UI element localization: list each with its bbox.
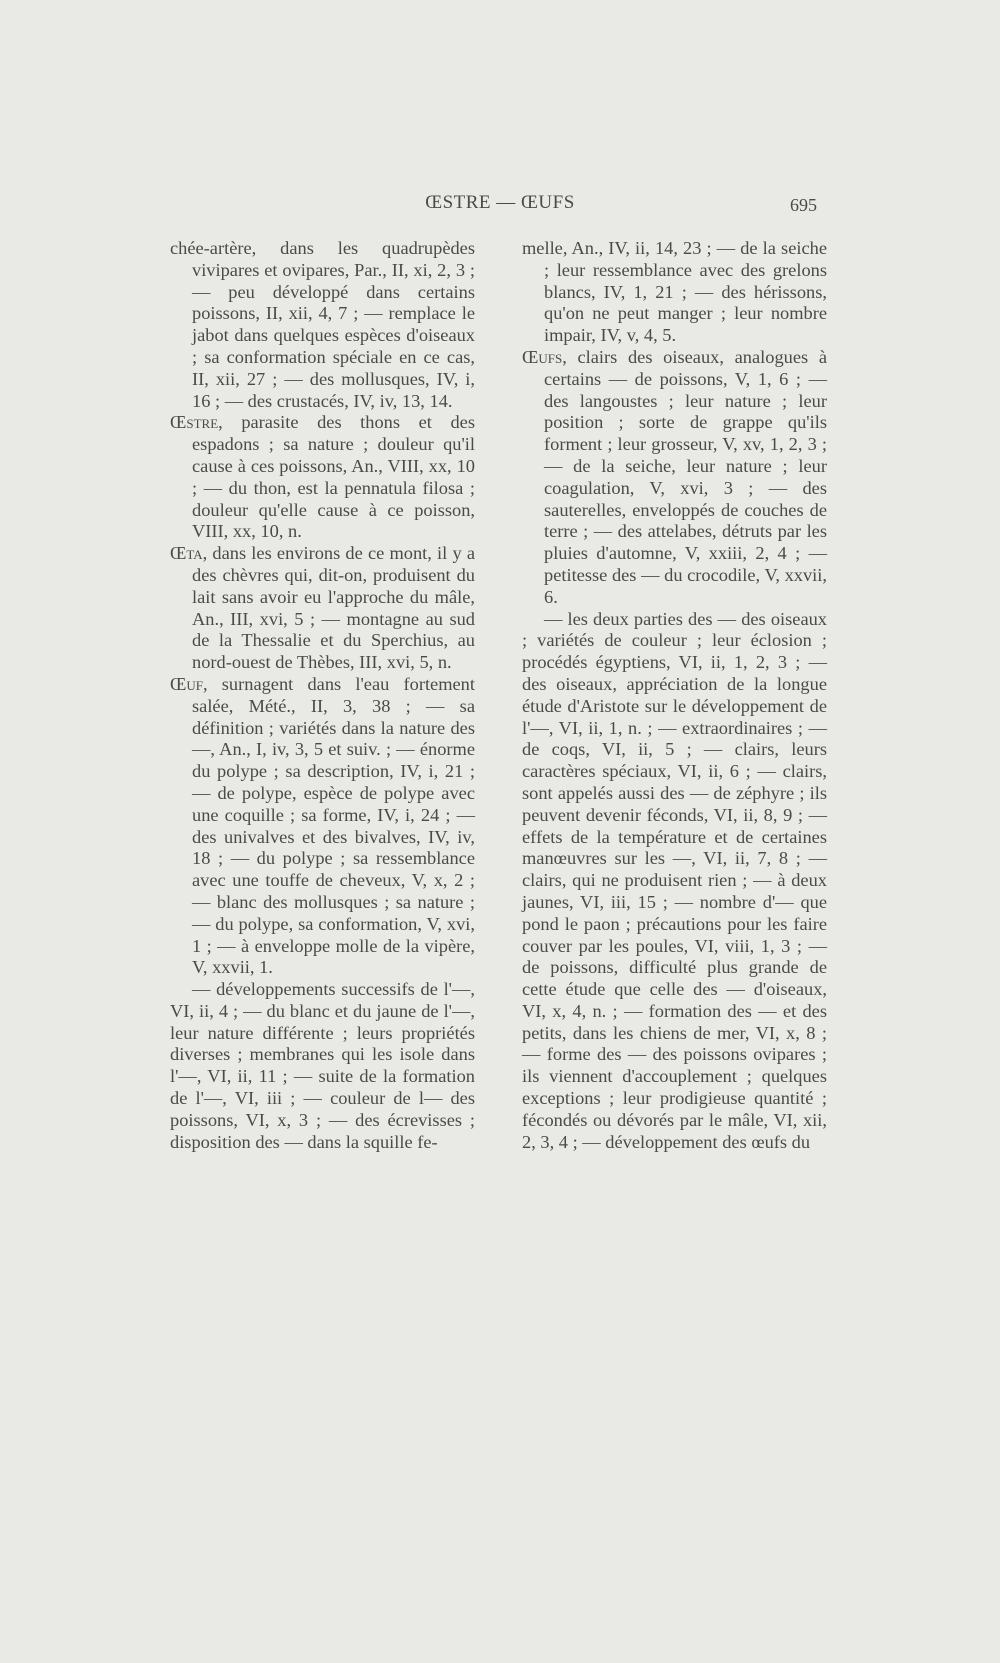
index-subentry-paragraph: — les deux parties des — des oiseaux ; variétés de couleur ; leur éclosion ; procédés égyptiens, VI, ii, 1, 2, 3 ; — des oiseaux, appréciation de la longue étude d'Aristote sur le développement de l'—, VI, ii, 1, n. ; — extraordinaires ; — de coqs, VI, ii, 5 ; — clairs, leurs caractères spéciaux, VI, ii, 6 ; — clairs, sont appelés aussi des — de zéphyre ; ils peuvent devenir féconds, VI, ii, 8, 9 ; — effets de la température et de certaines manœuvres sur les —, VI, ii, 7, 8 ; — clairs, qui ne produisent rien ; — à deux jaunes, VI, iii, 15 ; — nombre d'— que pond le paon ; précautions pour les faire couver par les poules, VI, viii, 1, 3 ; — de poissons, difficulté plus grande de cette étude que celle des — d'oiseaux, VI, x, 4, n. ; — formation des — et des petits, dans les chiens de mer, VI, x, 8 ; — forme des — des poissons ovipares ; ils viennent d'accouplement ; quelques exceptions ; leur prodigieuse quantité ; fécondés ou dévorés par le mâle, VI, xii, 2, 3, 4 ; — développement des œufs du (522, 608, 827, 1152)
index-subentry-paragraph: — développements successifs de l'—, VI, ii, 4 ; — du blanc et du jaune de l'—, leur nature différente ; leurs propriétés diverses ; membranes qui les isole dans l'—, VI, ii, 11 ; — suite de la formation de l'—, VI, iii ; — couleur de l— des poissons, VI, x, 3 ; — des écrevisses ; disposition des — dans la squille fe- (170, 979, 475, 1152)
headword: Œta (170, 543, 203, 564)
running-head (0, 192, 1000, 222)
right-column (522, 238, 827, 1153)
left-column (170, 238, 475, 1153)
index-entry-oeufs: Œufs, clairs des oiseaux, analogues à certains — de poissons, V, 1, 6 ; — des langoustes ; leur nature ; leur position ; sorte de grappe qu'ils forment ; leur grosseur, V, xv, 1, 2, 3 ; — de la seiche, leur nature ; leur coagulation, V, xvi, 3 ; — des sauterelles, enveloppés de couches de terre ; — des attelabes, détruts par les pluies d'automne, V, xxiii, 2, 4 ; — petitesse des — du crocodile, V, xxvii, 6. (522, 346, 827, 607)
index-entry-continuation: melle, An., IV, ii, 14, 23 ; — de la seiche ; leur ressemblance avec des grelons blancs, IV, 1, 21 ; — des hérissons, qu'on ne peut manger ; leur nombre impair, IV, v, 4, 5. (522, 238, 827, 346)
headword: Œstre (170, 412, 219, 433)
index-entry-continuation: chée-artère, dans les quadrupèdes vivipares et ovipares, Par., II, xi, 2, 3 ; — peu développé dans certains poissons, II, xii, 4, 7 ; — remplace le jabot dans quelques espèces d'oiseaux ; sa conformation spéciale en ce cas, II, xii, 27 ; — des mollusques, IV, i, 16 ; — des crustacés, IV, iv, 13, 14. (170, 238, 475, 411)
index-entry-oeta: Œta, dans les environs de ce mont, il y a des chèvres qui, dit-on, produisent du lait sans avoir eu l'approche du mâle, An., III, xvi, 5 ; — montagne au sud de la Thessalie et du Sperchius, au nord-ouest de Thèbes, III, xvi, 5, n. (170, 543, 475, 673)
headword: Œufs (522, 346, 563, 367)
index-entry-oeuf: Œuf, surnagent dans l'eau fortement salée, Mété., II, 3, 38 ; — sa définition ; variétés dans la nature des —, An., I, iv, 3, 5 et suiv. ; — énorme du polype ; sa description, IV, i, 21 ; — de polype, espèce de polype avec une coquille ; sa forme, IV, i, 24 ; — des univalves et des bivalves, IV, iv, 18 ; — du polype ; sa ressemblance avec une touffe de cheveux, V, x, 2 ; — blanc des mollusques ; sa nature ; — du polype, sa conformation, V, xvi, 1 ; — à enveloppe molle de la vipère, V, xxvii, 1. (170, 673, 475, 978)
index-entry-oestre: Œstre, parasite des thons et des espadons ; sa nature ; douleur qu'il cause à ces poissons, An., VIII, xx, 10 ; — du thon, est la pennatula filosa ; douleur qu'elle cause à ce poisson, VIII, xx, 10, n. (170, 412, 475, 542)
headword: Œuf (170, 673, 203, 694)
page-number: 695 (790, 195, 817, 215)
running-title: ŒSTRE — ŒUFS (425, 192, 575, 213)
